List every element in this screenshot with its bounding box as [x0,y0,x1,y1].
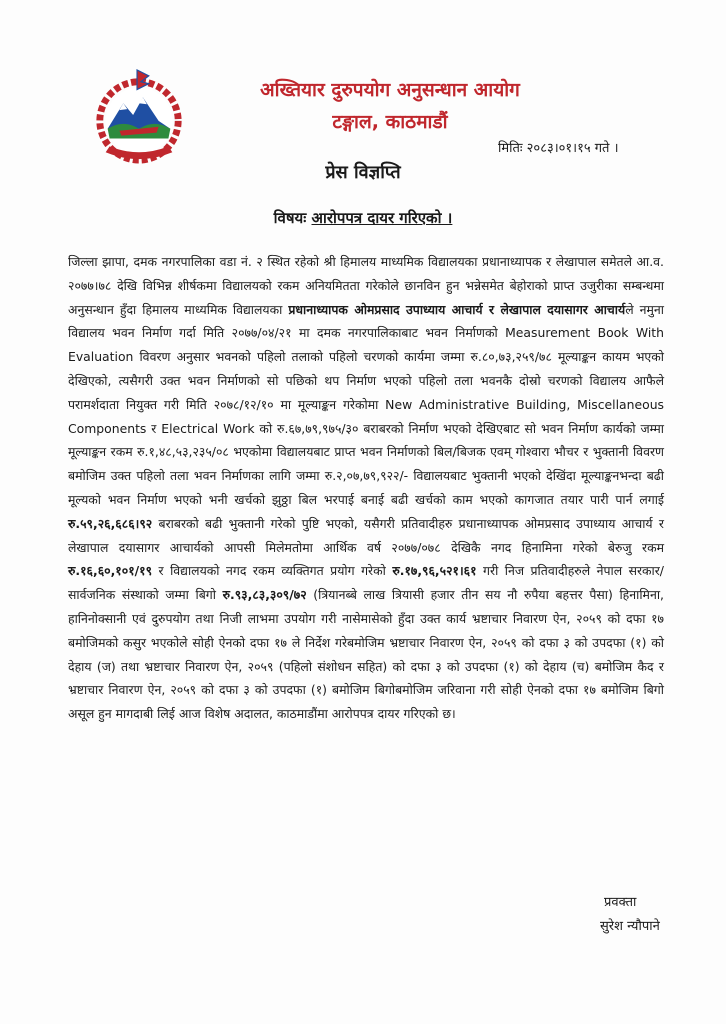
amount-unsettled: रु.१६,६०,१०१/१९ [68,563,153,579]
organization-name: अख्तियार दुरुपयोग अनुसन्धान आयोग [260,79,520,101]
press-release-body [68,250,664,726]
amount-overpaid: रु.५९,२६,६८६।९२ [68,515,153,531]
amount-total-claim: रु.९३,८३,३०९/७२ [222,587,307,603]
subject-line [0,208,726,228]
document-title: प्रेस विज्ञप्ति [325,162,401,183]
subject-label: विषयः [273,209,307,227]
body-segment: ले नमुना विद्यालय भवन निर्माण गर्दा मिति २०७७/०४/२१ मा दमक नगरपालिकाबाट भवन निर्माणको Measurement Book With Evaluation विवरण अनुसार भवनको पहिलो तलाको पहिलो चरणको कार्यमा जम्मा रु.८०,७३,२५९/७८ मूल्याङ्कन कायम भएको देखिएको, त्यसैगरी उक्त भवन निर्माणको सो पछिको थप निर्माण भएको पहिलो तला भवनकै दोस्रो चरणको विद्यालय आफैले परामर्शदाता नियुक्त गरी मिति २०७८/१२/१० मा मूल्याङ्कन गरेकोमा New Administrative Building, Miscellaneous Components र Electrical Work को रु.६७,७९,९७५/३० बराबरको निर्माण भएको देखिएबाट सो भवन निर्माण कार्यको जम्मा मूल्याङ्कन रकम रु.१,४८,५३,२३५/०८ भएकोमा विद्यालयबाट प्राप्त भवन निर्माणको बिल/बिजक एवम् गोश्वारा भौचर र भुक्तानी विवरण बमोजिम उक्त पहिलो तला भवन निर्माणका लागि जम्मा रु.२,०७,७९,९२२/- विद्यालयबाट भुक्तानी भएको देखिंदा मूल्याङ्कनभन्दा बढी मूल्यको भवन निर्माण भएको भनी खर्चको झुठ्ठा बिल भरपाई बनाई बढी खर्चको काम भएको कागजात तयार पारी पार्न लगाई [68,301,664,507]
body-segment: (त्रियानब्बे लाख त्रियासी हजार तीन सय नौ रुपैया बहत्तर पैसा) हिनामिना, हानिनोक्सानी एवं दुरुपयोग तथा निजी लाभमा उपयोग गरी नासेमासेको हुँदा उक्त कार्य भ्रष्टाचार निवारण ऐन, २०५९ को दफा १७ बमोजिमको कसुर भएकोले सोही ऐनको दफा १७ ले निर्देश गरेबमोजिम भ्रष्टाचार निवारण ऐन, २०५९ को दफा ३ को उपदफा (१) को देहाय (ज) तथा भ्रष्टाचार निवारण ऐन, २०५९ (पहिलो संशोधन सहित) को दफा ३ को उपदफा (१) को देहाय (च) बमोजिम कैद र भ्रष्टाचार निवारण ऐन, २०५९ को दफा ३ को उपदफा (१) बमोजिम बिगोबमोजिम जरिवाना गरी सोही ऐनको दफा १७ बमोजिम बिगो असूल हुन मागदाबी लिई आज विशेष अदालत, काठमाडौंमा आरोपपत्र दायर गरिएको छ। [68,587,664,722]
body-segment: गरी निज प्रतिवादीहरुले नेपाल सरकार/सार्वजनिक संस्थाको जम्मा बिगो [68,563,664,603]
accused-names: प्रधानाध्यापक ओमप्रसाद उपाध्याय आचार्य र लेखापाल दयासागर आचार्य [288,301,626,317]
amount-personal-use: रु.१७,९६,५२१।६१ [392,563,477,579]
subject-text: आरोपपत्र दायर गरिएको । [311,209,453,227]
signatory-role: प्रवक्ता [604,895,637,910]
body-segment: र विद्यालयको नगद रकम व्यक्तिगत प्रयोग गरेको [158,563,386,579]
nepal-emblem-logo [90,68,188,166]
body-segment: जिल्ला झापा, दमक नगरपालिका वडा नं. २ स्थित रहेको श्री हिमालय माध्यमिक विद्यालयका प्रधानाध्यापक र लेखापाल समेतले आ.व. २०७७।७८ देखि विभिन्न शीर्षकमा विद्यालयको रकम अनियमितता गरेकोले छानविन हुन भन्नेसमेत बेहोराको प्राप्त उजुरीका सम्बन्धमा अनुसन्धान हुँदा हिमालय माध्यमिक विद्यालयका [68,254,664,317]
body-segment: बराबरको बढी भुक्तानी गरेको पुष्टि भएको, यसैगरी प्रतिवादीहरु प्रधानाध्यापक ओमप्रसाद उपाध्याय आचार्य र लेखापाल दयासागर आचार्यको आपसी मिलेमतोमा आर्थिक वर्ष २०७७/०७८ देखिकै नगद हिनामिना गरेको बेरुजु रकम [68,515,664,555]
document-date: मितिः २०८३।०१।१५ गते । [498,141,619,156]
organization-address: टङ्गाल, काठमाडौं [332,111,448,133]
signatory-name: सुरेश न्यौपाने [600,919,660,934]
